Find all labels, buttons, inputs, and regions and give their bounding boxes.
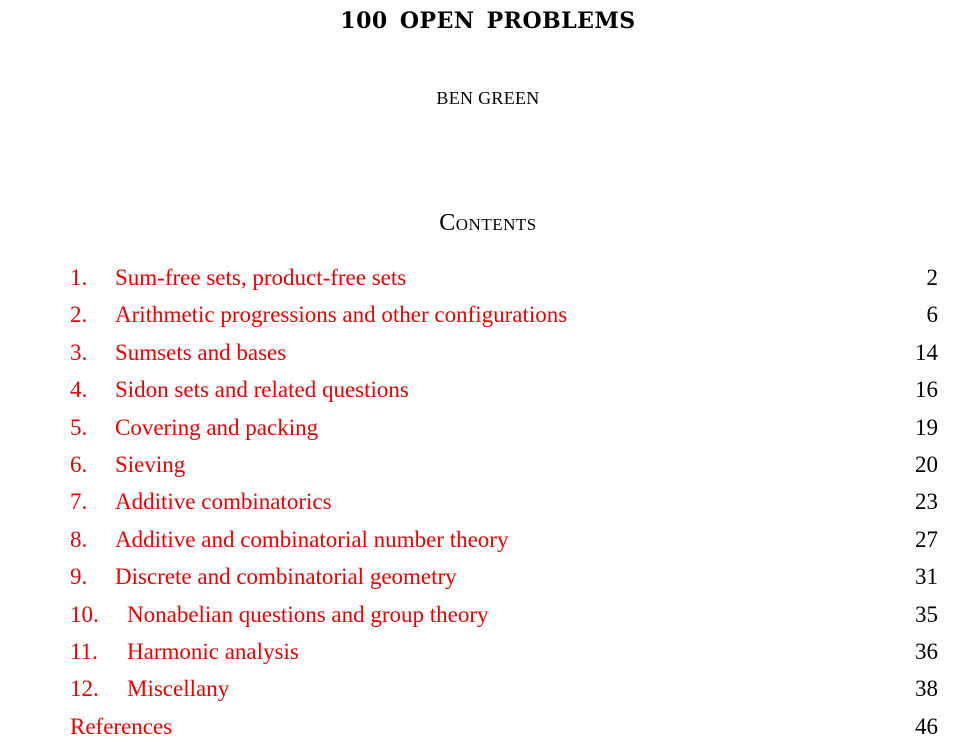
toc-link-7[interactable] xyxy=(70,489,332,514)
toc-link-8[interactable] xyxy=(70,527,508,552)
toc-link-1[interactable] xyxy=(70,265,406,290)
toc-title: Sieving xyxy=(115,451,186,477)
toc-page-number: 38 xyxy=(915,676,938,702)
toc-page-number: 35 xyxy=(915,601,938,627)
toc-number: 2. xyxy=(70,302,88,328)
contents-heading: Contents xyxy=(439,210,537,236)
toc-link-6[interactable] xyxy=(70,452,185,477)
toc-entry-7 xyxy=(70,483,938,520)
toc-title: Sidon sets and related questions xyxy=(115,377,409,403)
toc-link-12[interactable] xyxy=(70,676,229,701)
toc-page-number: 14 xyxy=(915,339,938,365)
toc-entry-references xyxy=(70,708,938,745)
toc-number: 4. xyxy=(70,377,88,403)
toc-link-references[interactable] xyxy=(70,714,172,739)
toc-link-3[interactable] xyxy=(70,340,286,365)
toc-entry-3 xyxy=(70,334,938,371)
toc-title: Sumsets and bases xyxy=(115,339,287,365)
toc-page-number: 27 xyxy=(915,526,938,552)
toc-entry-9 xyxy=(70,558,938,595)
toc-entry-2 xyxy=(70,296,938,333)
toc-link-9[interactable] xyxy=(70,564,457,589)
toc-entry-4 xyxy=(70,371,938,408)
toc-page-number: 2 xyxy=(926,265,938,290)
toc-link-11[interactable] xyxy=(70,639,299,664)
toc-link-5[interactable] xyxy=(70,415,318,440)
toc-title: Additive and combinatorial number theory xyxy=(115,526,509,552)
toc-page-number: 6 xyxy=(926,302,938,328)
toc-entry-12 xyxy=(70,670,938,707)
toc-page-number: 46 xyxy=(915,713,938,739)
toc-number: 8. xyxy=(70,526,88,552)
toc-page-number: 19 xyxy=(915,414,938,440)
toc-title: Discrete and combinatorial geometry xyxy=(115,564,457,590)
toc-entry-8 xyxy=(70,521,938,558)
toc-entry-11 xyxy=(70,633,938,670)
document-author: BEN GREEN xyxy=(436,88,540,108)
document-title: 100 OPEN PROBLEMS xyxy=(340,8,636,34)
toc-number: 1. xyxy=(70,265,88,290)
toc-number: 6. xyxy=(70,451,88,477)
toc-title: Arithmetic progressions and other configurations xyxy=(115,302,568,328)
toc-page-number: 23 xyxy=(915,489,938,515)
toc-title: Covering and packing xyxy=(115,414,319,440)
toc-entry-10 xyxy=(70,596,938,633)
toc-page-number: 20 xyxy=(915,451,938,477)
toc-entry-1 xyxy=(70,259,938,296)
toc-number: 7. xyxy=(70,489,88,515)
toc-number: 5. xyxy=(70,414,88,440)
toc-title: Sum-free sets, product-free sets xyxy=(115,265,407,290)
toc-title: Miscellany xyxy=(127,676,230,702)
toc-title: Nonabelian questions and group theory xyxy=(127,601,489,627)
toc-number: 9. xyxy=(70,564,88,590)
toc-page-number: 36 xyxy=(915,638,938,664)
toc-link-10[interactable] xyxy=(70,602,489,627)
toc-number: 3. xyxy=(70,339,88,365)
toc-number: 12. xyxy=(70,676,99,702)
toc-title: Additive combinatorics xyxy=(115,489,332,515)
toc-entry-5 xyxy=(70,409,938,446)
toc-link-2[interactable] xyxy=(70,302,567,327)
toc-title: Harmonic analysis xyxy=(127,638,299,664)
toc-entry-6 xyxy=(70,446,938,483)
toc-link-4[interactable] xyxy=(70,377,409,402)
toc-page-number: 16 xyxy=(915,377,938,403)
toc-number: 11. xyxy=(70,638,98,664)
table-of-contents xyxy=(70,259,938,745)
toc-number: 10. xyxy=(70,601,99,627)
toc-title: References xyxy=(70,713,173,739)
toc-page-number: 31 xyxy=(915,564,938,590)
